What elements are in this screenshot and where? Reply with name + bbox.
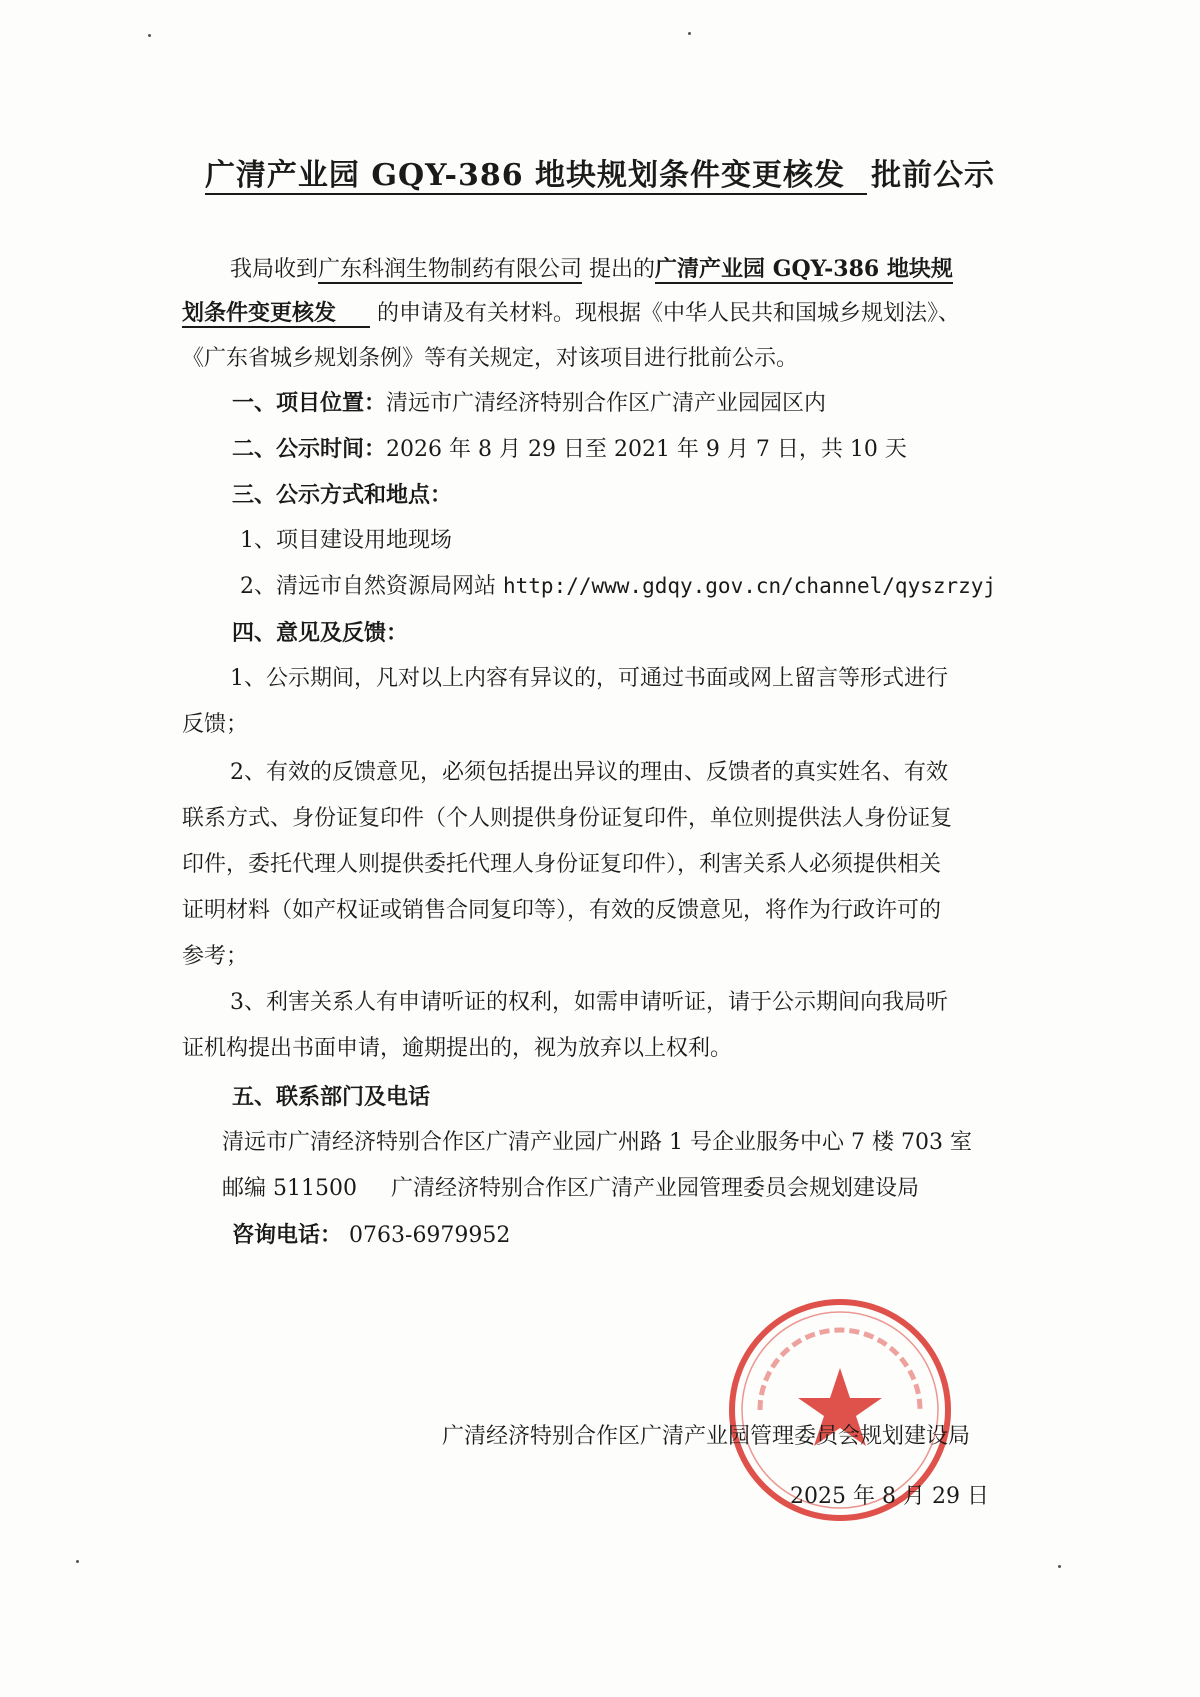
contact-address: 清远市广清经济特别合作区广清产业园广州路 1 号企业服务中心 7 楼 703 室 [222, 1130, 972, 1155]
method-item-2: 2、清远市自然资源局网站 http://www.gdqy.gov.cn/channel/qyszrzyj [240, 574, 997, 599]
project-name-part2: 划条件变更核发 [182, 300, 370, 328]
feedback-2-line-1: 2、有效的反馈意见，必须包括提出异议的理由、反馈者的真实姓名、有效 [230, 760, 948, 785]
title-tail: 批前公示 [871, 158, 996, 193]
feedback-3-line-2: 证机构提出书面申请，逾期提出的，视为放弃以上权利。 [182, 1036, 733, 1061]
feedback-2-line-5: 参考； [182, 944, 249, 969]
contact-phone: 咨询电话： 0763-6979952 [232, 1222, 511, 1248]
signature-org: 广清经济特别合作区广清产业园管理委员会规划建设局 [442, 1424, 971, 1449]
intro-line-2: 划条件变更核发 的申请及有关材料。现根据《中华人民共和国城乡规划法》、 [182, 300, 961, 326]
method-item-1: 1、项目建设用地现场 [240, 528, 452, 553]
feedback-2-line-4: 证明材料（如产权证或销售合同复印等），有效的反馈意见，将作为行政许可的 [182, 898, 942, 923]
feedback-2-line-2: 联系方式、身份证复印件（个人则提供身份证复印件，单位则提供法人身份证复 [182, 806, 953, 831]
section-method-label: 三、公示方式和地点： [232, 482, 453, 508]
title-main: 广清产业园 GQY-386 地块规划条件变更核发 [205, 158, 867, 195]
website-link[interactable]: http://www.gdqy.gov.cn/channel/qyszrzyj [503, 574, 997, 598]
intro-line-3: 《广东省城乡规划条例》等有关规定，对该项目进行批前公示。 [182, 346, 799, 371]
feedback-1-line-1: 1、公示期间，凡对以上内容有异议的，可通过书面或网上留言等形式进行 [230, 666, 948, 691]
section-time: 二、公示时间：2026 年 8 月 29 日至 2021 年 9 月 7 日，共 10 天 [232, 436, 907, 462]
contact-postcode-dept [222, 1176, 919, 1202]
project-name-part1: 广清产业园 GQY-386 地块规 [655, 256, 953, 282]
scan-speck [688, 32, 691, 35]
feedback-2-line-3: 印件，委托代理人则提供委托代理人身份证复印件），利害关系人必须提供相关 [182, 852, 942, 877]
section-contact-label: 五、联系部门及电话 [232, 1084, 431, 1110]
feedback-3-line-1: 3、利害关系人有申请听证的权利，如需申请听证，请于公示期间向我局听 [230, 990, 948, 1015]
scan-speck [148, 34, 151, 37]
scan-speck [76, 1560, 79, 1563]
feedback-1-line-2: 反馈； [182, 712, 249, 737]
department: 广清经济特别合作区广清产业园管理委员会规划建设局 [390, 1176, 919, 1201]
applicant-name: 广东科润生物制药有限公司 [318, 257, 583, 282]
section-location: 一、项目位置：清远市广清经济特别合作区广清产业园园区内 [232, 390, 827, 416]
postcode: 邮编 511500 [222, 1176, 357, 1201]
section-feedback-label: 四、意见及反馈： [232, 620, 409, 646]
scan-speck [1058, 1565, 1061, 1568]
phone-number: 0763-6979952 [349, 1223, 511, 1248]
signature-date: 2025 年 8 月 29 日 [790, 1484, 989, 1509]
page-title [0, 150, 1200, 194]
intro-line-1: 我局收到广东科润生物制药有限公司 提出的广清产业园 GQY-386 地块规 [230, 256, 953, 282]
